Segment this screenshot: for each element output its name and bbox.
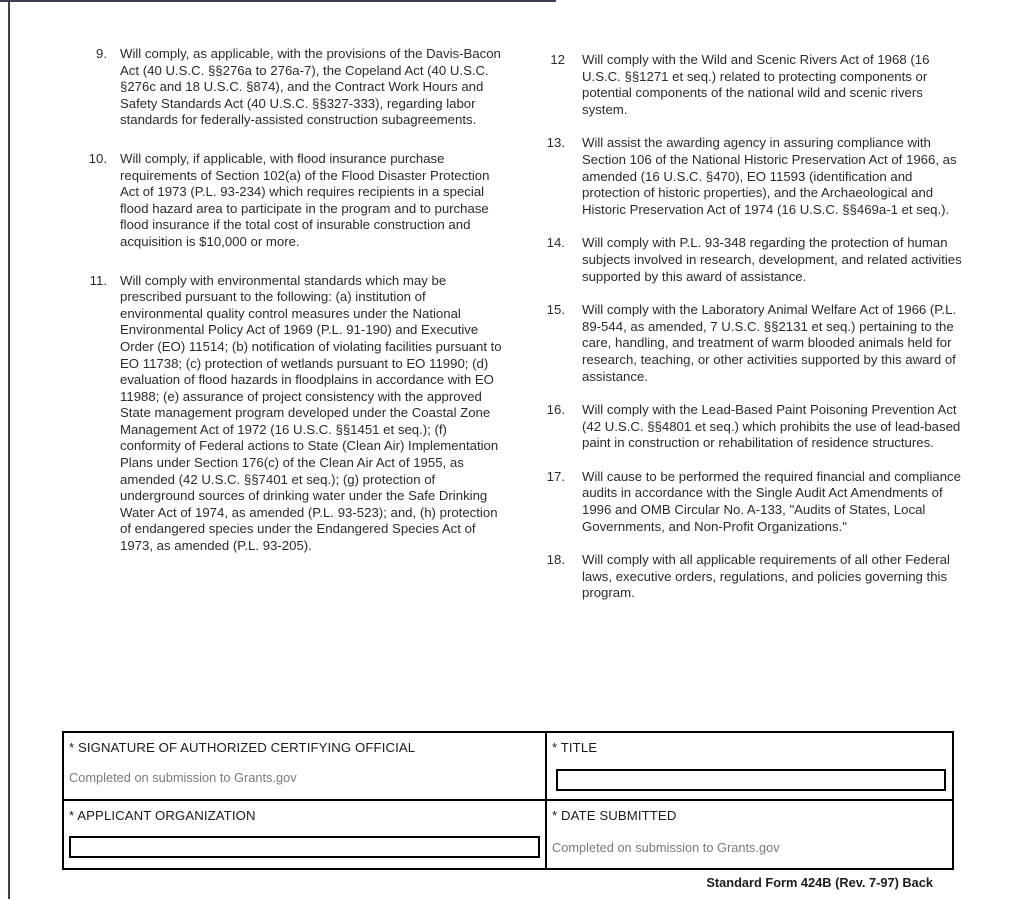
title-input[interactable] xyxy=(556,769,946,791)
item-number: 10. xyxy=(88,150,107,166)
signature-cell xyxy=(64,733,547,801)
assurance-item-17 xyxy=(525,469,966,535)
item-text: Will comply, if applicable, with flood insurance purchase requirements of Section 102(a) of the Flood Disaster Protection Act of 1973 (P.L. 93-234) which requires recipients in a special flood hazard area to participate in the program and to purchase flood insurance if the total cost of insurable construction and acquisition is $10,000 or more. xyxy=(120,150,490,249)
assurance-item-11 xyxy=(62,273,503,555)
assurance-item-15 xyxy=(525,302,966,385)
item-number: 12 xyxy=(550,52,565,67)
assurances-columns xyxy=(62,46,966,619)
item-number: 11. xyxy=(89,272,107,288)
item-text: Will comply with P.L. 93-348 regarding the protection of human subjects involved in research, development, and related activities supported by this award of assistance. xyxy=(582,235,962,284)
date-submitted-note: Completed on submission to Grants.gov xyxy=(552,839,780,855)
assurance-item-16 xyxy=(525,402,966,452)
item-number: 13. xyxy=(546,135,565,151)
form-footer-label: Standard Form 424B (Rev. 7-97) Back xyxy=(706,875,933,890)
assurances-right-column xyxy=(525,46,966,619)
assurance-item-12 xyxy=(525,52,966,118)
assurance-item-14 xyxy=(525,235,966,285)
applicant-organization-input[interactable] xyxy=(69,836,540,858)
assurance-item-13 xyxy=(525,135,966,218)
organization-cell xyxy=(64,801,547,869)
item-number: 15. xyxy=(546,302,565,318)
date-submitted-label: * DATE SUBMITTED xyxy=(552,807,677,823)
item-text: Will comply with environmental standards which may be prescribed pursuant to the following: (a) institution of environmental quality control measures under the National Environmental Policy Act of 1969 (P.L. 91-190) and Executive Order (EO) 11514; (b) notification of violating facilities pursuant to EO 11738; (c) protection of wetlands pursuant to EO 11990; (d) evaluation of flood hazards in floodplains in accordance with EO 11988; (e) assurance of project consistency with the approved State management program developed under the Coastal Zone Management Act of 1972 (16 U.S.C. §§1451 et seq.); (f) conformity of Federal actions to State (Clean Air) Implementation Plans under Section 176(c) of the Clean Air Act of 1955, as amended (42 U.S.C. §§7401 et seq.); (g) protection of underground sources of drinking water under the Safe Drinking Water Act of 1974, as amended (P.L. 93-523); and, (h) protection of endangered species under the Endangered Species Act of 1973, as amended (P.L. 93-205). xyxy=(120,272,502,554)
signature-table xyxy=(62,731,954,870)
signature-label: * SIGNATURE OF AUTHORIZED CERTIFYING OFFICIAL xyxy=(69,740,416,755)
item-text: Will assist the awarding agency in assuring compliance with Section 106 of the National Historic Preservation Act of 1966, as amended (16 U.S.C. §470), EO 11593 (identification and protection of historic properties), and the Archaeological and Historic Preservation Act of 1974 (16 U.S.C. §§469a-1 et seq.). xyxy=(582,135,957,217)
assurance-item-18 xyxy=(525,552,966,602)
item-number: 14. xyxy=(546,235,565,251)
signature-note: Completed on submission to Grants.gov xyxy=(69,770,297,785)
item-text: Will comply with the Laboratory Animal Welfare Act of 1966 (P.L. 89-544, as amended, 7 U.S.C. §§2131 et seq.) pertaining to the care, handling, and treatment of warm blooded animals held for research, teaching, or other activities supported by this award of assistance. xyxy=(582,302,957,384)
item-number: 9. xyxy=(96,46,107,61)
item-text: Will comply with all applicable requirements of all other Federal laws, executive orders, regulations, and policies governing this program. xyxy=(582,552,950,601)
page-left-edge-line xyxy=(8,0,10,899)
organization-label: * APPLICANT ORGANIZATION xyxy=(69,807,256,823)
item-text: Will cause to be performed the required financial and compliance audits in accordance with the Single Audit Act Amendments of 1996 and OMB Circular No. A-133, "Audits of States, Local Governments, and Non-Profit Organizations." xyxy=(582,468,961,534)
title-cell xyxy=(547,733,952,801)
item-text: Will comply with the Lead-Based Paint Poisoning Prevention Act (42 U.S.C. §§4801 et seq.) which prohibits the use of lead-based paint in construction or rehabilitation of residence structures. xyxy=(582,402,961,451)
item-number: 17. xyxy=(546,468,565,484)
item-number: 16. xyxy=(546,402,565,418)
item-text: Will comply with the Wild and Scenic Rivers Act of 1968 (16 U.S.C. §§1271 et seq.) related to protecting components or potential components of the national wild and scenic rivers system. xyxy=(582,52,930,117)
item-text: Will comply, as applicable, with the provisions of the Davis-Bacon Act (40 U.S.C. §§276a to 276a-7), the Copeland Act (40 U.S.C. §276c and 18 U.S.C. §874), and the Contract Work Hours and Safety Standards Act (40 U.S.C. §§327-333), regarding labor standards for federally-assisted construction subagreements. xyxy=(120,46,501,128)
item-number: 18. xyxy=(546,552,565,568)
page-top-edge-line xyxy=(0,0,556,2)
assurance-item-10 xyxy=(62,151,503,251)
assurance-item-9 xyxy=(62,46,503,129)
assurances-left-column xyxy=(62,46,503,619)
date-submitted-cell xyxy=(547,801,952,869)
title-label: * TITLE xyxy=(552,740,598,755)
